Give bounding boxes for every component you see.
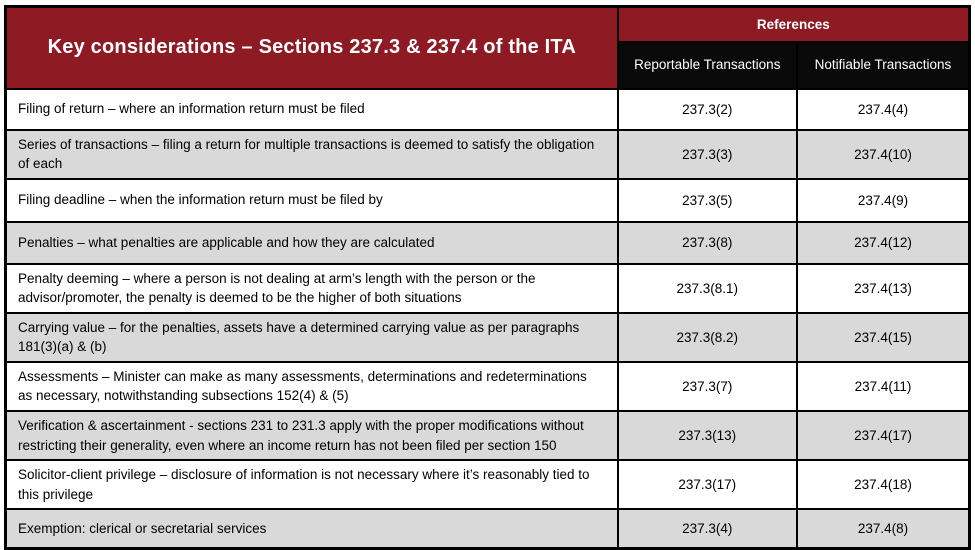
reportable-ref: 237.3(17) — [618, 460, 797, 509]
notifiable-ref: 237.4(11) — [797, 362, 970, 411]
key-considerations-table — [4, 5, 971, 550]
reportable-ref: 237.3(8.2) — [618, 313, 797, 362]
table-row — [6, 264, 970, 313]
consideration-text: Series of transactions – filing a return for multiple transactions is deemed to satisfy the obligation of each — [6, 130, 618, 179]
table-row — [6, 411, 970, 460]
consideration-text: Exemption: clerical or secretarial services — [6, 509, 618, 548]
consideration-text: Solicitor-client privilege – disclosure of information is not necessary where it’s reasonably tied to this privilege — [6, 460, 618, 509]
consideration-text: Assessments – Minister can make as many assessments, determinations and redeterminations as necessary, notwithstanding subsections 152(4) & (5) — [6, 362, 618, 411]
notifiable-ref: 237.4(17) — [797, 411, 970, 460]
reportable-ref: 237.3(3) — [618, 130, 797, 179]
column-header-notifiable-transactions: Notifiable Transactions — [797, 42, 970, 89]
notifiable-ref: 237.4(12) — [797, 222, 970, 264]
reportable-ref: 237.3(8) — [618, 222, 797, 264]
notifiable-ref: 237.4(4) — [797, 89, 970, 130]
header-row-top — [6, 7, 970, 42]
table-row — [6, 222, 970, 264]
column-header-reportable-transactions: Reportable Transactions — [618, 42, 797, 89]
table-row — [6, 89, 970, 130]
notifiable-ref: 237.4(15) — [797, 313, 970, 362]
notifiable-ref: 237.4(9) — [797, 179, 970, 222]
reportable-ref: 237.3(5) — [618, 179, 797, 222]
table-row — [6, 509, 970, 548]
notifiable-ref: 237.4(8) — [797, 509, 970, 548]
notifiable-ref: 237.4(10) — [797, 130, 970, 179]
table-row — [6, 179, 970, 222]
notifiable-ref: 237.4(13) — [797, 264, 970, 313]
notifiable-ref: 237.4(18) — [797, 460, 970, 509]
reportable-ref: 237.3(8.1) — [618, 264, 797, 313]
table-row — [6, 313, 970, 362]
reportable-ref: 237.3(13) — [618, 411, 797, 460]
consideration-text: Filing of return – where an information return must be filed — [6, 89, 618, 130]
consideration-text: Penalty deeming – where a person is not dealing at arm’s length with the person or the advisor/promoter, the penalty is deemed to be the higher of both situations — [6, 264, 618, 313]
table-row — [6, 130, 970, 179]
table-row — [6, 362, 970, 411]
table-row — [6, 460, 970, 509]
consideration-text: Carrying value – for the penalties, assets have a determined carrying value as per paragraphs 181(3)(a) & (b) — [6, 313, 618, 362]
references-header: References — [618, 7, 970, 42]
reportable-ref: 237.3(2) — [618, 89, 797, 130]
consideration-text: Filing deadline – when the information return must be filed by — [6, 179, 618, 222]
reportable-ref: 237.3(4) — [618, 509, 797, 548]
reportable-ref: 237.3(7) — [618, 362, 797, 411]
consideration-text: Penalties – what penalties are applicable and how they are calculated — [6, 222, 618, 264]
page-title: Key considerations – Sections 237.3 & 237.4 of the ITA — [6, 7, 618, 89]
consideration-text: Verification & ascertainment - sections 231 to 231.3 apply with the proper modifications without restricting their generality, even where an income return has not been filed per section 150 — [6, 411, 618, 460]
